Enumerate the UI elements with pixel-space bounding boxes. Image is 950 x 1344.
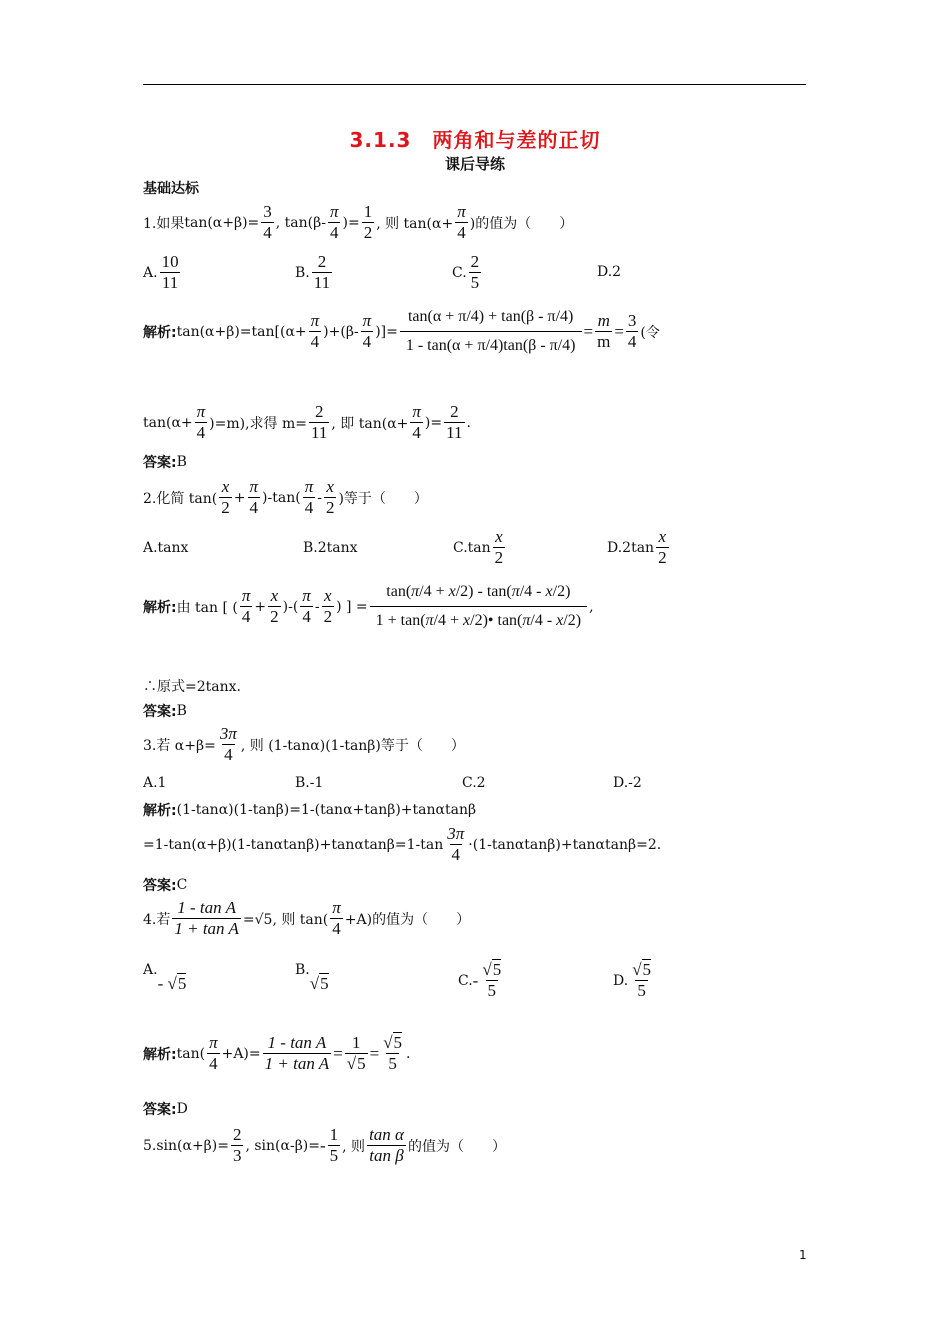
page-title: 3.1.3 两角和与差的正切: [349, 128, 601, 152]
solution-1: 解析: tan(α+β)=tan[(α+ $\frac{\pi}{4}$ )+(β- π 4 )]= $\frac{\tan(\alpha + \pi/4) + \tan(\beta - \pi/4)}{1 - \tan(\alpha + \pi/4)\tan(\beta - \pi/4)}$ = $\frac{m}{m}$ = $\frac{3}{4}$ (令: [143, 303, 660, 360]
q3-option-b: B.-1: [295, 775, 324, 791]
q1-option-c: C. 2 5: [452, 252, 480, 292]
section-heading: 基础达标: [143, 181, 199, 197]
q4-option-d: D. √5 5: [613, 960, 652, 1000]
solution-3: 解析: (1-tanα)(1-tanβ)=1-(tanα+tanβ)+tanαtanβ: [143, 802, 477, 819]
question-5: 5.sin(α+β)= $\frac{2}{3}$ , sin(α-β)= - 1 5 , 则 tan α tan β 的值为（ ）: [143, 1125, 506, 1165]
solution-4: 解析: tan( π 4 +A)= $\frac{\text{1 - tan A}}{\text{1 + tan A}}$ = $\frac{1}{√5}$ = $\frac{√5}{5}$ .: [143, 1033, 411, 1073]
q2-option-a: A.tanx: [143, 540, 189, 556]
q1-number: 1.如果: [143, 215, 185, 232]
question-3: 3.若 α+β= $\frac{3\pi}{4}$ , 则 (1-tanα)(1-tanβ)等于（ ）: [143, 724, 465, 764]
solution-1-cont: tan(α+ $\frac{\pi}{4}$ )=m),求得 m= $\frac{2}{11}$ , 即 tan(α+ $\frac{\pi}{4}$ )= $\frac{2}{11}$ .: [143, 402, 471, 442]
answer-3: 答案: C: [143, 877, 188, 894]
q3-option-c: C.2: [462, 775, 486, 791]
q2-option-b: B.2tanx: [303, 540, 358, 556]
q3-option-a: A.1: [143, 775, 167, 791]
q1-option-d: D.2: [597, 264, 622, 280]
q4-option-a: A. - √5: [143, 962, 187, 993]
q4-option-c: C. - √5 5: [458, 960, 502, 1000]
answer-4: 答案: D: [143, 1101, 188, 1118]
solution-2: 解析: 由 tan [ ( π 4 + x 2 )-( π 4 - x 2 ) ] = $\frac{\tan(\pi/4 + x/2) - \tan(\pi/4 - x/2)}{1 + \tan(\pi/4 + x/2)• \tan(\pi/4 - x/2)}$ ,: [143, 578, 594, 635]
q4-option-b: B. √5: [295, 962, 329, 993]
header-rule: [143, 84, 806, 85]
solution-2-conclusion: ∴原式=2tanx.: [143, 679, 241, 695]
question-4: 4.若 $\frac{\text{1 - tan A}}{\text{1 + tan A}}$ =√5, 则 tan( π 4 +A)的值为（ ）: [143, 898, 471, 938]
answer-1: 答案: B: [143, 454, 187, 471]
question-2: 2.化简 tan( x 2 + π 4 )-tan( π 4 - x 2 )等于（ ）: [143, 477, 428, 517]
q1-text: tan(α+β)=: [184, 214, 260, 231]
q1-option-b: B. 2 11: [295, 252, 331, 292]
answer-2: 答案: B: [143, 703, 187, 720]
solution-3-cont: =1-tan(α+β)(1-tanαtanβ)+tanαtanβ=1-tan 3π 4 ·(1-tanαtanβ)+tanαtanβ=2.: [143, 824, 662, 864]
q2-option-c: C.tan x 2: [453, 527, 504, 567]
q1-option-a: A. 10 11: [143, 252, 179, 292]
page-subtitle: 课后导练: [444, 155, 505, 173]
q3-option-d: D.-2: [613, 775, 642, 791]
q2-option-d: D.2tan x 2: [607, 527, 667, 567]
question-1: 1.如果 tan(α+β)= $\frac{3}{4}$ , tan(β- π 4 )= $\frac{1}{2}$ , 则 tan(α+ $\frac{\pi}{4}$ )的值为（ ）: [143, 202, 574, 242]
page-number: 1: [799, 1248, 807, 1262]
